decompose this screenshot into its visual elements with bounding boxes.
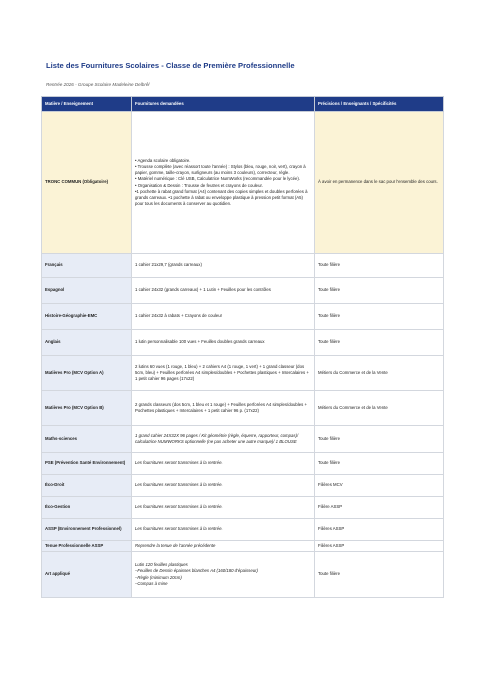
cell-fournitures: Les fournitures seront transmises à la rentrée.: [132, 497, 315, 519]
table-row: [42, 426, 444, 453]
art-line: Lutin 120 feuilles plastiques: [135, 562, 188, 568]
cell-fournitures: 2 lutins 60 vues (1 rouge, 1 bleu) + 2 cahiers A4 (1 rouge, 1 vert) + 1 grand classeur (dos 5cm, bleu) + Feuilles perforées A4 simples/doubles + Pochettes plastiques + Intercalaires + 1 petit cahier 96 pages (17x22): [132, 356, 315, 391]
table-row: [42, 278, 444, 304]
cell-matiere: Maths-sciences: [42, 426, 132, 453]
table-row: [42, 330, 444, 356]
table-row-tronc-commun: [42, 112, 444, 254]
table-row: [42, 519, 444, 541]
list-item: •1 pochette à rabat grand format (A4) contenant des copies simples et doubles perforées à grands carreaux. •1 pochette à rabat ou enveloppe plastique à pression petit format (A5) pour tous les documents à conserver au quotidien.: [135, 188, 308, 206]
cell-precision: Métiers du Commerce et de la Vente: [315, 356, 444, 391]
art-line: –Règle (minimum 20cm): [135, 574, 182, 580]
cell-precision: Filière ASSP: [315, 497, 444, 519]
cell-matiere: TRONC COMMUN (Obligatoire): [42, 112, 132, 254]
cell-matiere: Éco-Droit: [42, 475, 132, 497]
table-row: [42, 304, 444, 330]
cell-matiere: Matières Pro (MCV Option B): [42, 391, 132, 426]
header-fournitures: Fournitures demandées: [132, 97, 315, 112]
cell-matiere: Anglais: [42, 330, 132, 356]
cell-precision: Filières MCV: [315, 475, 444, 497]
table-row: [42, 475, 444, 497]
cell-fournitures: Les fournitures seront transmises à la rentrée.: [132, 519, 315, 541]
page-subtitle: Rentrée 2026 - Groupe Scolaire Madeleine Delbrêl: [46, 82, 150, 87]
cell-fournitures: [132, 552, 315, 598]
cell-matiere: Art appliqué: [42, 552, 132, 598]
table-header-row: [42, 97, 444, 112]
cell-matiere: Éco-Gestion: [42, 497, 132, 519]
page-title: Liste des Fournitures Scolaires - Classe de Première Professionnelle: [46, 61, 295, 70]
header-precisions: Précisions / Enseignants / Spécificités: [315, 97, 444, 112]
table-row: [42, 391, 444, 426]
cell-matiere: Histoire-Géographie-EMC: [42, 304, 132, 330]
cell-fournitures: 1 cahier 21x29,7 (grands carreaux): [132, 254, 315, 278]
cell-precision: Toute filière: [315, 552, 444, 598]
cell-fournitures: 1 cahier 24x32 à rabats + Crayons de couleur: [132, 304, 315, 330]
cell-matiere: ASSP (Environnement Professionnel): [42, 519, 132, 541]
list-item: • Organisation & Dessin : Trousse de feutres et crayons de couleur.: [135, 182, 263, 188]
list-item: • Trousse complète (avec réassort toute l'année) : Stylos (bleu, rouge, noir, vert), crayon à papier, gomme, taille-crayon, surligneurs (au moins 3 couleurs), correcteur, règle.: [135, 164, 306, 176]
table-row: [42, 254, 444, 278]
tronc-list: [135, 158, 311, 206]
cell-precision: Filières ASSP: [315, 541, 444, 552]
cell-fournitures: 1 grand cahier 24X32X 96 pages / Kit géométrie (règle, équerre, rapporteur, compas)/ calculatrice NUMWORKS optionnelle (ne pas acheter une autre marque)/ 1 BLOUSE: [132, 426, 315, 453]
cell-precision: Toute filière: [315, 330, 444, 356]
header-matiere: Matière / Enseignement: [42, 97, 132, 112]
cell-precision: À avoir en permanence dans le sac pour l'ensemble des cours.: [315, 112, 444, 254]
cell-matiere: Espagnol: [42, 278, 132, 304]
table-row: [42, 541, 444, 552]
cell-precision: Toute filière: [315, 304, 444, 330]
table-row: [42, 356, 444, 391]
cell-fournitures: 2 grands classeurs (dos 5cm, 1 bleu et 1 rouge) + Feuilles perforées A4 simples/doubles + Pochettes plastiques + Intercalaires + 1 petit cahier 96 p. (17x22): [132, 391, 315, 426]
list-item: • Agenda scolaire obligatoire.: [135, 158, 191, 164]
cell-fournitures: 1 lutin personnalisable 100 vues + Feuilles doubles grands carreaux: [132, 330, 315, 356]
cell-fournitures: Reprendre la tenue de l'année précédente: [132, 541, 315, 552]
cell-fournitures: 1 cahier 24x32 (grands carreaux) + 1 Lutin + Feuilles pour les contrôles: [132, 278, 315, 304]
cell-precision: Toute filière: [315, 426, 444, 453]
cell-precision: Filières ASSP: [315, 519, 444, 541]
art-line: –Compas à mine: [135, 580, 168, 586]
table-row: [42, 497, 444, 519]
table-row: [42, 453, 444, 475]
supplies-table: [41, 96, 444, 598]
cell-fournitures: Les fournitures seront transmises à la rentrée.: [132, 475, 315, 497]
cell-matiere: Tenue Professionnelle ASSP: [42, 541, 132, 552]
cell-precision: Toute filière: [315, 453, 444, 475]
cell-precision: Toute filière: [315, 278, 444, 304]
cell-matiere: PSE (Prévention Santé Environnement): [42, 453, 132, 475]
cell-precision: Métiers du Commerce et de la Vente: [315, 391, 444, 426]
cell-matiere: Français: [42, 254, 132, 278]
cell-matiere: Matières Pro (MCV Option A): [42, 356, 132, 391]
table-row-art-applique: [42, 552, 444, 598]
cell-precision: Toute filière: [315, 254, 444, 278]
cell-fournitures: [132, 112, 315, 254]
list-item: • Matériel numérique : Clé USB, Calculatrice NumWorks (recommandée pour le lycée).: [135, 176, 301, 182]
cell-fournitures: Les fournitures seront transmises à la rentrée.: [132, 453, 315, 475]
art-line: –Feuilles de Dessin épaisses blanches A4 (160/180 d'épaisseur): [135, 568, 258, 574]
